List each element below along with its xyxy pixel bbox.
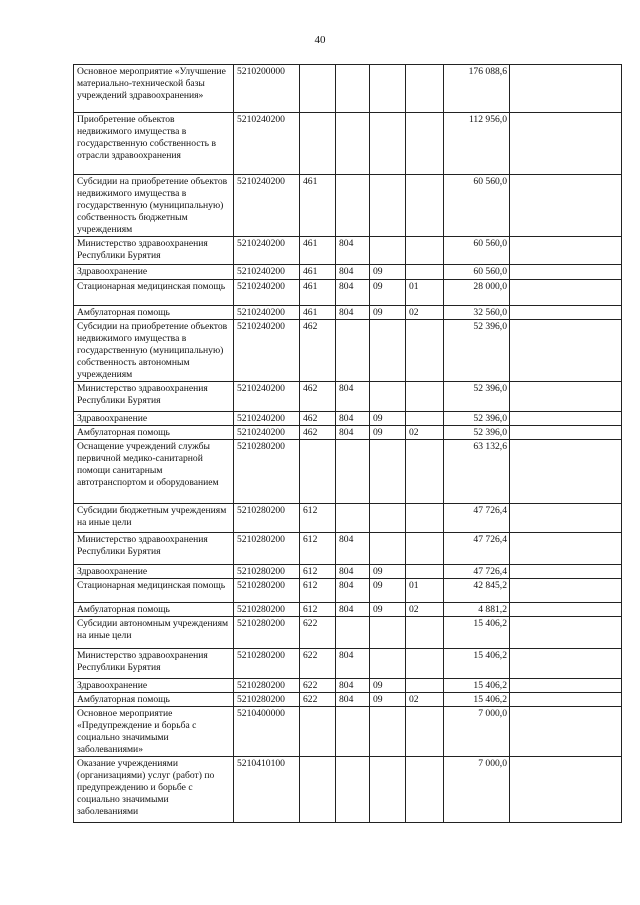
cell-amount: 7 000,0 <box>444 757 510 823</box>
cell-extra <box>510 237 622 265</box>
cell-section <box>370 65 406 113</box>
cell-target-article: 5210280200 <box>234 440 300 504</box>
cell-name: Здравоохранение <box>74 679 234 693</box>
table-row <box>74 306 622 320</box>
cell-amount: 176 088,6 <box>444 65 510 113</box>
cell-subsection <box>406 113 444 175</box>
cell-ministry-code: 804 <box>336 280 370 306</box>
cell-expense-type <box>300 707 336 757</box>
cell-expense-type: 622 <box>300 617 336 649</box>
cell-section: 09 <box>370 426 406 440</box>
cell-name: Министерство здравоохранения Республики Бурятия <box>74 382 234 412</box>
cell-ministry-code <box>336 113 370 175</box>
cell-amount: 47 726,4 <box>444 565 510 579</box>
cell-subsection: 02 <box>406 426 444 440</box>
cell-target-article: 5210280200 <box>234 603 300 617</box>
cell-expense-type: 461 <box>300 175 336 237</box>
cell-subsection <box>406 320 444 382</box>
table-row <box>74 320 622 382</box>
cell-ministry-code <box>336 504 370 533</box>
cell-section <box>370 175 406 237</box>
cell-section: 09 <box>370 679 406 693</box>
cell-target-article: 5210240200 <box>234 306 300 320</box>
cell-target-article: 5210240200 <box>234 412 300 426</box>
cell-expense-type: 461 <box>300 237 336 265</box>
cell-extra <box>510 679 622 693</box>
cell-amount: 52 396,0 <box>444 426 510 440</box>
cell-target-article: 5210280200 <box>234 649 300 679</box>
cell-name: Основное мероприятие «Улучшение материально-технической базы учреждений здравоохранения» <box>74 65 234 113</box>
cell-amount: 15 406,2 <box>444 693 510 707</box>
cell-target-article: 5210410100 <box>234 757 300 823</box>
cell-ministry-code: 804 <box>336 237 370 265</box>
cell-name: Субсидии бюджетным учреждениям на иные цели <box>74 504 234 533</box>
cell-section <box>370 649 406 679</box>
cell-section <box>370 533 406 565</box>
cell-section <box>370 237 406 265</box>
cell-ministry-code: 804 <box>336 693 370 707</box>
cell-ministry-code: 804 <box>336 603 370 617</box>
cell-amount: 7 000,0 <box>444 707 510 757</box>
cell-name: Здравоохранение <box>74 412 234 426</box>
cell-amount: 60 560,0 <box>444 265 510 280</box>
table-row <box>74 757 622 823</box>
cell-section: 09 <box>370 280 406 306</box>
cell-section <box>370 617 406 649</box>
cell-section <box>370 382 406 412</box>
cell-name: Оснащение учреждений службы первичной медико-санитарной помощи санитарным автотранспортом и оборудованием <box>74 440 234 504</box>
cell-extra <box>510 113 622 175</box>
cell-extra <box>510 603 622 617</box>
cell-extra <box>510 175 622 237</box>
cell-amount: 60 560,0 <box>444 175 510 237</box>
cell-expense-type: 622 <box>300 649 336 679</box>
cell-target-article: 5210240200 <box>234 113 300 175</box>
cell-section: 09 <box>370 565 406 579</box>
cell-extra <box>510 579 622 603</box>
cell-ministry-code <box>336 65 370 113</box>
cell-section: 09 <box>370 306 406 320</box>
table-row <box>74 237 622 265</box>
cell-expense-type: 612 <box>300 603 336 617</box>
cell-target-article: 5210240200 <box>234 265 300 280</box>
cell-amount: 15 406,2 <box>444 617 510 649</box>
cell-section: 09 <box>370 693 406 707</box>
table-row <box>74 603 622 617</box>
cell-expense-type: 462 <box>300 412 336 426</box>
cell-amount: 52 396,0 <box>444 320 510 382</box>
cell-amount: 52 396,0 <box>444 382 510 412</box>
cell-section <box>370 504 406 533</box>
cell-subsection <box>406 265 444 280</box>
cell-amount: 15 406,2 <box>444 649 510 679</box>
cell-subsection <box>406 533 444 565</box>
cell-name: Здравоохранение <box>74 265 234 280</box>
cell-target-article: 5210280200 <box>234 565 300 579</box>
cell-expense-type: 461 <box>300 280 336 306</box>
cell-section: 09 <box>370 579 406 603</box>
cell-amount: 112 956,0 <box>444 113 510 175</box>
table-row <box>74 280 622 306</box>
cell-ministry-code: 804 <box>336 533 370 565</box>
cell-ministry-code <box>336 440 370 504</box>
cell-amount: 4 881,2 <box>444 603 510 617</box>
cell-amount: 60 560,0 <box>444 237 510 265</box>
cell-ministry-code: 804 <box>336 579 370 603</box>
cell-expense-type: 462 <box>300 382 336 412</box>
cell-subsection <box>406 707 444 757</box>
cell-extra <box>510 440 622 504</box>
cell-subsection: 01 <box>406 280 444 306</box>
table-row <box>74 65 622 113</box>
cell-subsection <box>406 175 444 237</box>
cell-expense-type: 612 <box>300 579 336 603</box>
cell-expense-type: 622 <box>300 693 336 707</box>
cell-extra <box>510 320 622 382</box>
budget-table <box>73 64 622 823</box>
cell-ministry-code <box>336 757 370 823</box>
cell-ministry-code <box>336 707 370 757</box>
budget-table-body <box>74 65 622 823</box>
cell-extra <box>510 426 622 440</box>
table-row <box>74 565 622 579</box>
cell-name: Амбулаторная помощь <box>74 603 234 617</box>
cell-name: Министерство здравоохранения Республики Бурятия <box>74 649 234 679</box>
cell-expense-type: 622 <box>300 679 336 693</box>
table-row <box>74 693 622 707</box>
cell-subsection <box>406 617 444 649</box>
cell-name: Амбулаторная помощь <box>74 693 234 707</box>
cell-name: Амбулаторная помощь <box>74 306 234 320</box>
cell-target-article: 5210240200 <box>234 382 300 412</box>
cell-expense-type <box>300 113 336 175</box>
table-row <box>74 504 622 533</box>
cell-amount: 47 726,4 <box>444 533 510 565</box>
cell-subsection: 02 <box>406 306 444 320</box>
cell-subsection <box>406 382 444 412</box>
cell-expense-type <box>300 65 336 113</box>
cell-name: Субсидии на приобретение объектов недвижимого имущества в государственную (муниципальную) собственность автономным учреждениям <box>74 320 234 382</box>
cell-name: Стационарная медицинская помощь <box>74 280 234 306</box>
cell-ministry-code <box>336 175 370 237</box>
cell-target-article: 5210280200 <box>234 617 300 649</box>
table-row <box>74 382 622 412</box>
cell-target-article: 5210240200 <box>234 426 300 440</box>
table-row <box>74 440 622 504</box>
cell-subsection: 02 <box>406 603 444 617</box>
cell-target-article: 5210400000 <box>234 707 300 757</box>
cell-section: 09 <box>370 265 406 280</box>
cell-extra <box>510 412 622 426</box>
cell-section <box>370 113 406 175</box>
cell-extra <box>510 693 622 707</box>
table-row <box>74 412 622 426</box>
cell-extra <box>510 565 622 579</box>
cell-target-article: 5210240200 <box>234 237 300 265</box>
table-row <box>74 679 622 693</box>
table-row <box>74 617 622 649</box>
cell-subsection: 02 <box>406 693 444 707</box>
cell-target-article: 5210280200 <box>234 679 300 693</box>
cell-subsection <box>406 504 444 533</box>
cell-extra <box>510 533 622 565</box>
cell-ministry-code: 804 <box>336 265 370 280</box>
cell-name: Основное мероприятие «Предупреждение и борьба с социально значимыми заболеваниями» <box>74 707 234 757</box>
cell-name: Здравоохранение <box>74 565 234 579</box>
table-row <box>74 426 622 440</box>
cell-amount: 15 406,2 <box>444 679 510 693</box>
cell-section <box>370 440 406 504</box>
cell-extra <box>510 649 622 679</box>
cell-expense-type: 612 <box>300 565 336 579</box>
cell-extra <box>510 280 622 306</box>
cell-subsection <box>406 757 444 823</box>
cell-ministry-code: 804 <box>336 426 370 440</box>
cell-ministry-code: 804 <box>336 679 370 693</box>
cell-amount: 63 132,6 <box>444 440 510 504</box>
cell-amount: 52 396,0 <box>444 412 510 426</box>
cell-expense-type <box>300 440 336 504</box>
table-row <box>74 579 622 603</box>
cell-subsection <box>406 679 444 693</box>
cell-target-article: 5210240200 <box>234 280 300 306</box>
table-row <box>74 649 622 679</box>
cell-subsection <box>406 565 444 579</box>
cell-name: Оказание учреждениями (организациями) услуг (работ) по предупреждению и борьбе с социально значимыми заболеваниями <box>74 757 234 823</box>
cell-expense-type <box>300 757 336 823</box>
cell-name: Стационарная медицинская помощь <box>74 579 234 603</box>
cell-extra <box>510 707 622 757</box>
cell-subsection <box>406 412 444 426</box>
cell-ministry-code <box>336 320 370 382</box>
table-row <box>74 707 622 757</box>
cell-expense-type: 462 <box>300 426 336 440</box>
cell-expense-type: 612 <box>300 533 336 565</box>
cell-section: 09 <box>370 412 406 426</box>
table-row <box>74 265 622 280</box>
cell-amount: 42 845,2 <box>444 579 510 603</box>
cell-target-article: 5210200000 <box>234 65 300 113</box>
cell-target-article: 5210280200 <box>234 693 300 707</box>
cell-extra <box>510 382 622 412</box>
cell-ministry-code: 804 <box>336 412 370 426</box>
cell-extra <box>510 757 622 823</box>
cell-expense-type: 461 <box>300 306 336 320</box>
table-row <box>74 175 622 237</box>
cell-amount: 32 560,0 <box>444 306 510 320</box>
cell-expense-type: 612 <box>300 504 336 533</box>
cell-name: Министерство здравоохранения Республики Бурятия <box>74 533 234 565</box>
cell-target-article: 5210280200 <box>234 533 300 565</box>
cell-extra <box>510 265 622 280</box>
cell-expense-type: 462 <box>300 320 336 382</box>
cell-subsection <box>406 440 444 504</box>
cell-target-article: 5210280200 <box>234 504 300 533</box>
cell-section <box>370 320 406 382</box>
cell-ministry-code: 804 <box>336 306 370 320</box>
cell-extra <box>510 65 622 113</box>
cell-name: Министерство здравоохранения Республики Бурятия <box>74 237 234 265</box>
cell-subsection: 01 <box>406 579 444 603</box>
cell-extra <box>510 504 622 533</box>
page-number: 40 <box>314 34 326 46</box>
cell-subsection <box>406 65 444 113</box>
cell-ministry-code <box>336 617 370 649</box>
cell-expense-type: 461 <box>300 265 336 280</box>
cell-section <box>370 757 406 823</box>
table-row <box>74 533 622 565</box>
cell-ministry-code: 804 <box>336 382 370 412</box>
cell-ministry-code: 804 <box>336 565 370 579</box>
cell-name: Субсидии на приобретение объектов недвижимого имущества в государственную (муниципальную) собственность бюджетным учреждениям <box>74 175 234 237</box>
cell-name: Приобретение объектов недвижимого имущества в государственную собственность в отрасли здравоохранения <box>74 113 234 175</box>
cell-target-article: 5210280200 <box>234 579 300 603</box>
cell-ministry-code: 804 <box>336 649 370 679</box>
cell-subsection <box>406 237 444 265</box>
cell-target-article: 5210240200 <box>234 175 300 237</box>
cell-name: Амбулаторная помощь <box>74 426 234 440</box>
cell-amount: 47 726,4 <box>444 504 510 533</box>
cell-target-article: 5210240200 <box>234 320 300 382</box>
cell-section: 09 <box>370 603 406 617</box>
cell-section <box>370 707 406 757</box>
cell-amount: 28 000,0 <box>444 280 510 306</box>
cell-extra <box>510 617 622 649</box>
table-row <box>74 113 622 175</box>
cell-name: Субсидии автономным учреждениям на иные цели <box>74 617 234 649</box>
cell-extra <box>510 306 622 320</box>
cell-subsection <box>406 649 444 679</box>
